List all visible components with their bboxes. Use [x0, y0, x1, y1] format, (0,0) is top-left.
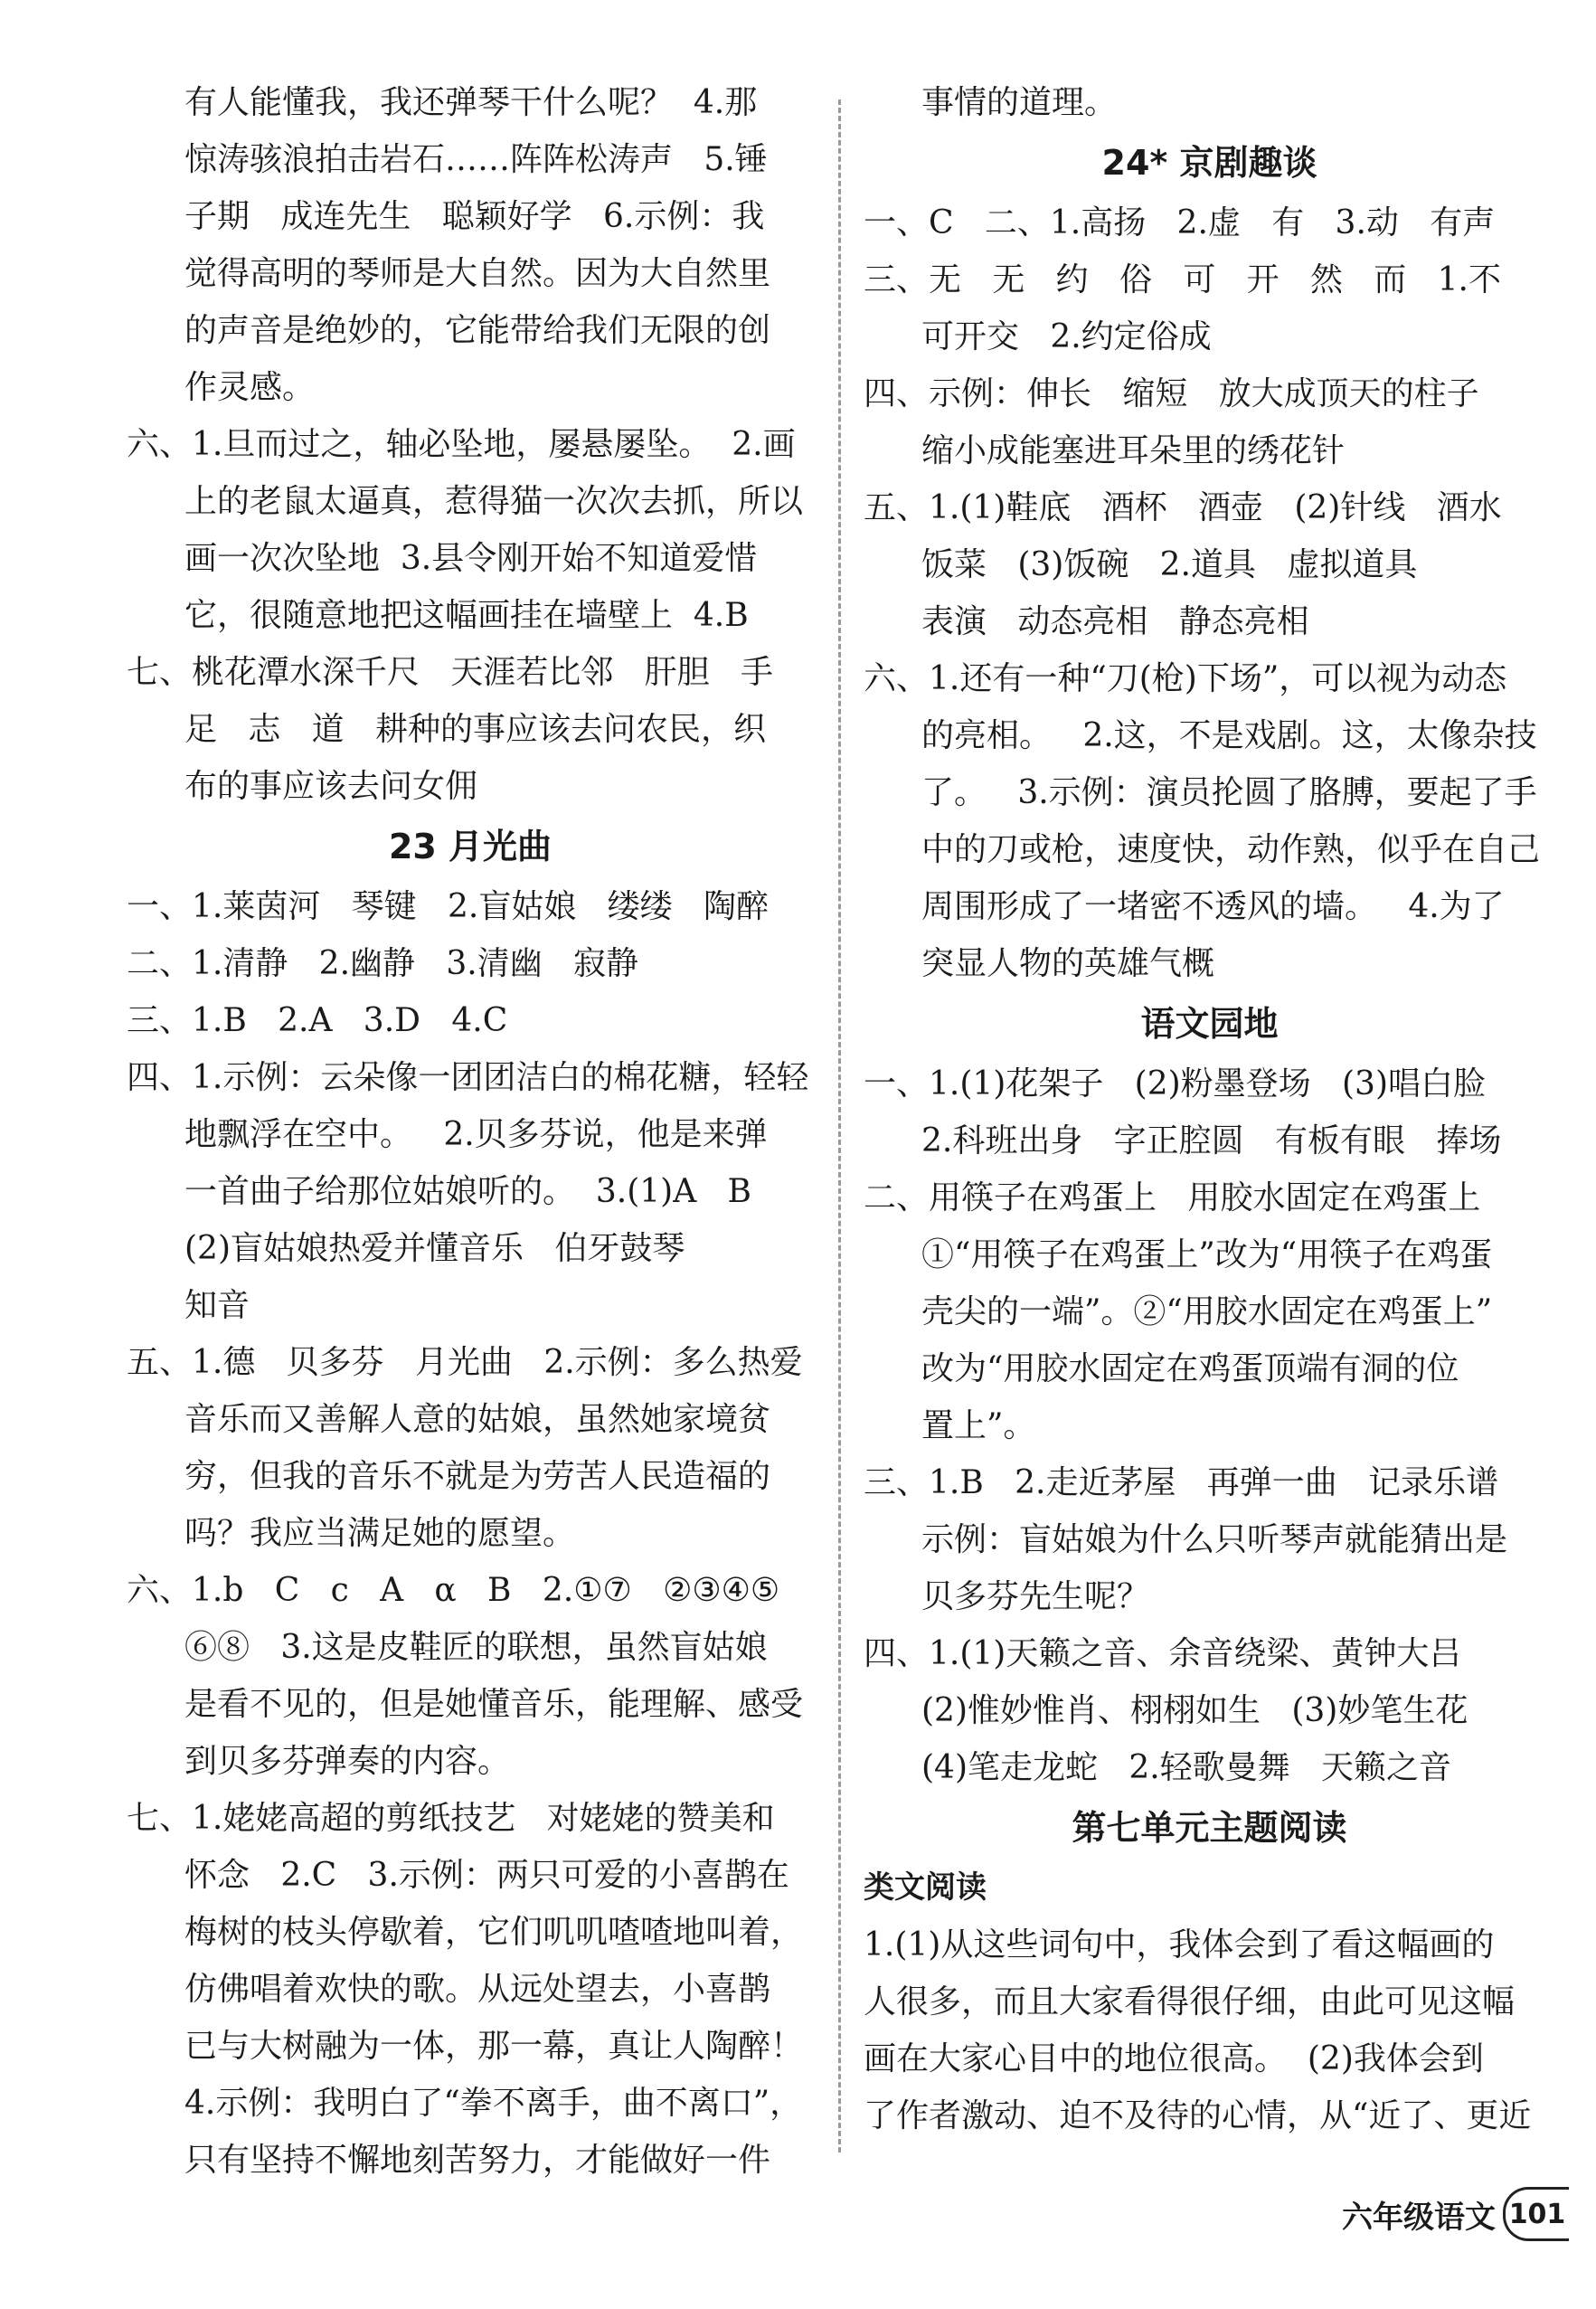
answer-line: 示例：盲姑娘为什么只听琴声就能猜出是	[921, 1521, 1508, 1558]
section-title: 24* 京剧趣谈	[1101, 143, 1317, 183]
section-title: 第七单元主题阅读	[1072, 1808, 1347, 1848]
answer-line: 饭菜 (3)饭碗 2.道具 虚拟道具	[921, 546, 1418, 583]
answer-line: 地飘浮在空中。 2.贝多芬说，他是来弹	[184, 1116, 768, 1153]
answer-line: 七、1.姥姥高超的剪纸技艺 对姥姥的赞美和	[127, 1800, 775, 1837]
answer-line: 只有坚持不懈地刻苦努力，才能做好一件	[184, 2142, 771, 2179]
answer-line: 的亮相。 2.这，不是戏剧。这，太像杂技	[921, 717, 1537, 754]
page-number: 101	[1503, 2187, 1569, 2241]
answer-line: 了。 3.示例：演员抡圆了胳膊，要起了手	[921, 774, 1537, 811]
answer-line: ①“用筷子在鸡蛋上”改为“用筷子在鸡蛋	[921, 1236, 1493, 1273]
answer-line: 音乐而又善解人意的姑娘，虽然她家境贫	[184, 1401, 771, 1438]
answer-line: 足 志 道 耕种的事应该去问农民，织	[184, 711, 766, 748]
answer-line: 人很多，而且大家看得很仔细，由此可见这幅	[864, 1983, 1516, 2020]
answer-line: 穷，但我的音乐不就是为劳苦人民造福的	[184, 1458, 771, 1495]
answer-line: 仿佛唱着欢快的歌。从远处望去，小喜鹊	[184, 1971, 771, 2008]
answer-line: 子期 成连先生 聪颖好学 6.示例：我	[184, 198, 765, 235]
answer-line: 1.(1)从这些词句中，我体会到了看这幅画的	[864, 1926, 1495, 1964]
answer-line: 四、示例：伸长 缩短 放大成顶天的柱子	[864, 375, 1479, 412]
answer-line: 了作者激动、迫不及待的心情，从“近了、更近	[864, 2097, 1532, 2134]
answer-line: 三、1.B 2.走近茅屋 再弹一曲 记录乐谱	[864, 1464, 1499, 1501]
answer-line: 突显人物的英雄气概	[921, 945, 1215, 982]
answer-line: 画在大家心目中的地位很高。 (2)我体会到	[864, 2040, 1484, 2077]
answer-line: 周围形成了一堵密不透风的墙。 4.为了	[921, 888, 1505, 925]
answer-line: 四、1.示例：云朵像一团团洁白的棉花糖，轻轻	[127, 1059, 809, 1096]
answer-line: 中的刀或枪，速度快，动作熟，似乎在自己	[921, 831, 1541, 868]
answer-line: 4.示例：我明白了“拳不离手，曲不离口”，	[184, 2085, 803, 2122]
answer-line: 知音	[184, 1287, 250, 1324]
answer-line: 六、1.b C c A α B 2.①⑦ ②③④⑤	[127, 1572, 780, 1609]
section-subheading: 类文阅读	[864, 1869, 987, 1906]
answer-line: 改为“用胶水固定在鸡蛋顶端有洞的位	[921, 1350, 1459, 1387]
answer-line: ⑥⑧ 3.这是皮鞋匠的联想，虽然盲姑娘	[184, 1629, 768, 1666]
answer-line: 吗？我应当满足她的愿望。	[184, 1515, 576, 1552]
answer-line: 一、1.莱茵河 琴键 2.盲姑娘 缕缕 陶醉	[127, 888, 770, 925]
answer-line: 缩小成能塞进耳朵里的绣花针	[921, 432, 1346, 469]
answer-line: 有人能懂我，我还弹琴干什么呢？ 4.那	[184, 84, 758, 121]
answer-line: 觉得高明的琴师是大自然。因为大自然里	[184, 255, 771, 292]
answer-line: 二、1.清静 2.幽静 3.清幽 寂静	[127, 945, 639, 982]
answer-line: (2)惟妙惟肖、栩栩如生 (3)妙笔生花	[921, 1692, 1469, 1729]
answer-line: (4)笔走龙蛇 2.轻歌曼舞 天籁之音	[921, 1749, 1452, 1786]
answer-line: 一、C 二、1.高扬 2.虚 有 3.动 有声	[864, 204, 1496, 241]
answer-line: 2.科班出身 字正腔圆 有板有眼 捧场	[921, 1122, 1502, 1159]
answer-line: 画一次次坠地 3.县令刚开始不知道爱惜	[184, 540, 758, 577]
answer-line: 一、1.(1)花架子 (2)粉墨登场 (3)唱白脸	[864, 1065, 1486, 1102]
answer-line: 二、用筷子在鸡蛋上 用胶水固定在鸡蛋上	[864, 1179, 1481, 1216]
answer-line: 五、1.(1)鞋底 酒杯 酒壶 (2)针线 酒水	[864, 489, 1502, 526]
answer-line: 一首曲子给那位姑娘听的。 3.(1)A B	[184, 1173, 752, 1210]
answer-line: 表演 动态亮相 静态亮相	[921, 603, 1309, 640]
section-title: 23 月光曲	[388, 827, 552, 866]
answer-line: 三、1.B 2.A 3.D 4.C	[127, 1002, 508, 1039]
answer-line: 的声音是绝妙的，它能带给我们无限的创	[184, 312, 771, 349]
answer-line: 六、1.还有一种“刀(枪)下场”，可以视为动态	[864, 660, 1507, 697]
answer-line: 上的老鼠太逼真，惹得猫一次次去抓，所以	[184, 483, 804, 520]
answer-line: 六、1.旦而过之，轴必坠地，屡悬屡坠。 2.画	[127, 426, 796, 463]
left-column	[127, 74, 814, 2189]
answer-line: 作灵感。	[184, 369, 316, 406]
answer-line: 三、无 无 约 俗 可 开 然 而 1.不	[864, 261, 1501, 298]
answer-line: 四、1.(1)天籁之音、余音绕梁、黄钟大吕	[864, 1635, 1462, 1672]
answer-line: 到贝多芬弹奏的内容。	[184, 1743, 511, 1780]
answer-line: 已与大树融为一体，那一幕，真让人陶醉！	[184, 2028, 804, 2065]
answer-line: 七、桃花潭水深千尺 天涯若比邻 肝胆 手	[127, 654, 773, 691]
footer-label: 六年级语文	[1342, 2199, 1496, 2236]
right-column	[864, 74, 1555, 2144]
answer-line: 梅树的枝头停歇着，它们叽叽喳喳地叫着，	[184, 1914, 804, 1951]
answer-line: 五、1.德 贝多芬 月光曲 2.示例：多么热爱	[127, 1344, 803, 1381]
answer-line: 贝多芬先生呢？	[921, 1578, 1150, 1615]
column-divider	[838, 99, 841, 2153]
answer-line: 布的事应该去问女佣	[184, 768, 478, 805]
answer-line: 事情的道理。	[921, 84, 1118, 121]
page-footer	[1342, 2187, 1569, 2241]
answer-line: 壳尖的一端”。②“用胶水固定在鸡蛋上”	[921, 1293, 1493, 1330]
answer-line: 是看不见的，但是她懂音乐，能理解、感受	[184, 1686, 804, 1723]
section-title: 语文园地	[1140, 1004, 1279, 1044]
answer-line: 置上”。	[921, 1407, 1036, 1444]
answer-line: 怀念 2.C 3.示例：两只可爱的小喜鹊在	[184, 1857, 789, 1894]
answer-line: 惊涛骇浪拍击岩石……阵阵松涛声 5.锤	[184, 141, 768, 178]
answer-line: (2)盲姑娘热爱并懂音乐 伯牙鼓琴	[184, 1230, 685, 1267]
answer-line: 可开交 2.约定俗成	[921, 318, 1212, 355]
answer-line: 它，很随意地把这幅画挂在墙壁上 4.B	[184, 597, 749, 634]
